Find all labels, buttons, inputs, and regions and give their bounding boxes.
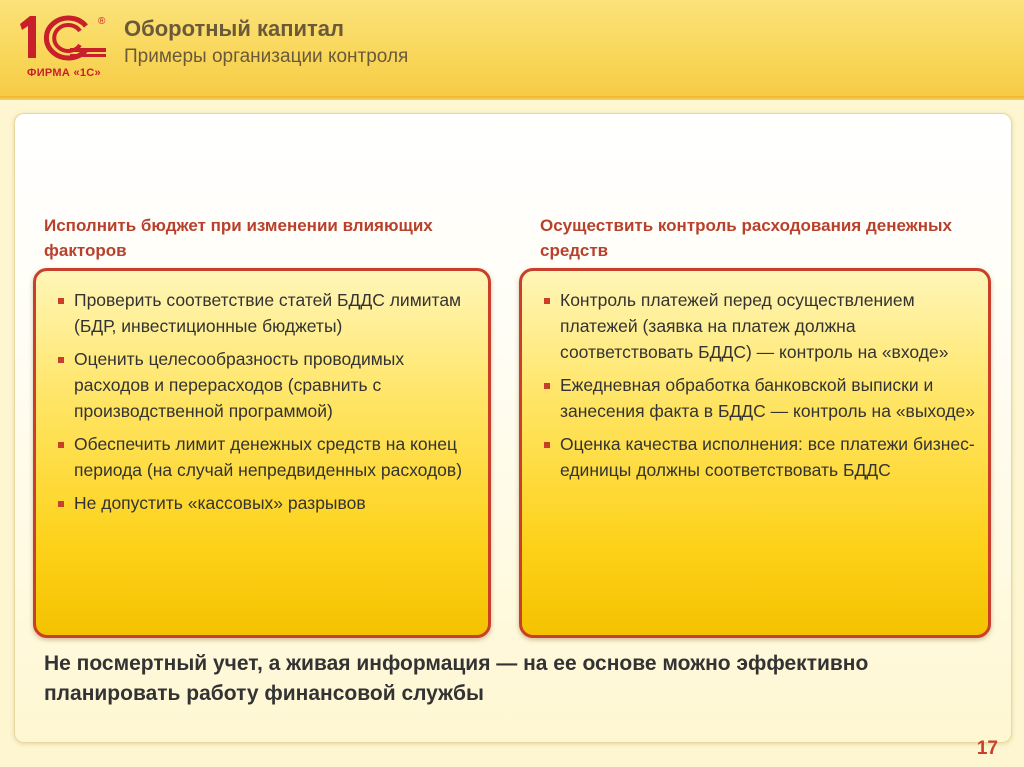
header-divider (0, 96, 1024, 100)
left-bullet-list (36, 271, 488, 516)
list-item (58, 287, 478, 339)
list-item-text: Оценить целесообразность проводимых расходов и перерасходов (сравнить с производственной программой) (74, 349, 405, 421)
right-bullet-list (522, 271, 988, 483)
bullet-icon (58, 298, 64, 304)
left-column-heading: Исполнить бюджет при изменении влияющих факторов (44, 216, 433, 260)
logo-caption: ФИРМА «1С» (27, 67, 101, 79)
list-item (58, 490, 478, 516)
list-item-text: Ежедневная обработка банковской выписки и занесения факта в БДДС — контроль на «выходе» (560, 375, 976, 421)
list-item (58, 346, 478, 424)
list-item (544, 287, 978, 365)
list-item-text: Не допустить «кассовых» разрывов (74, 493, 366, 513)
bullet-icon (544, 383, 550, 389)
right-box (519, 268, 991, 638)
conclusion-text: Не посмертный учет, а живая информация — на ее основе можно эффективно планировать работу финансовой службы (44, 652, 869, 705)
left-box (33, 268, 491, 638)
list-item-text: Контроль платежей перед осуществлением платежей (заявка на платеж должна соответствовать БДДС) — контроль на «входе» (560, 290, 949, 362)
logo (12, 10, 112, 80)
bullet-icon (58, 442, 64, 448)
page-title: Оборотный капитал (124, 16, 344, 41)
right-column-heading: Осуществить контроль расходования денежных средств (540, 216, 952, 260)
list-item-text: Проверить соответствие статей БДДС лимитам (БДР, инвестиционные бюджеты) (74, 290, 462, 336)
bullet-icon (58, 357, 64, 363)
list-item (544, 372, 978, 424)
list-item-text: Обеспечить лимит денежных средств на конец периода (на случай непредвиденных расходов) (74, 434, 463, 480)
list-item-text: Оценка качества исполнения: все платежи бизнес-единицы должны соответствовать БДДС (560, 434, 975, 480)
page-number: 17 (976, 738, 998, 759)
logo-1c-icon (12, 10, 112, 62)
bullet-icon (58, 501, 64, 507)
svg-text:®: ® (98, 16, 106, 27)
page-subtitle: Примеры организации контроля (124, 46, 409, 67)
list-item (544, 431, 978, 483)
list-item (58, 431, 478, 483)
bullet-icon (544, 298, 550, 304)
bullet-icon (544, 442, 550, 448)
